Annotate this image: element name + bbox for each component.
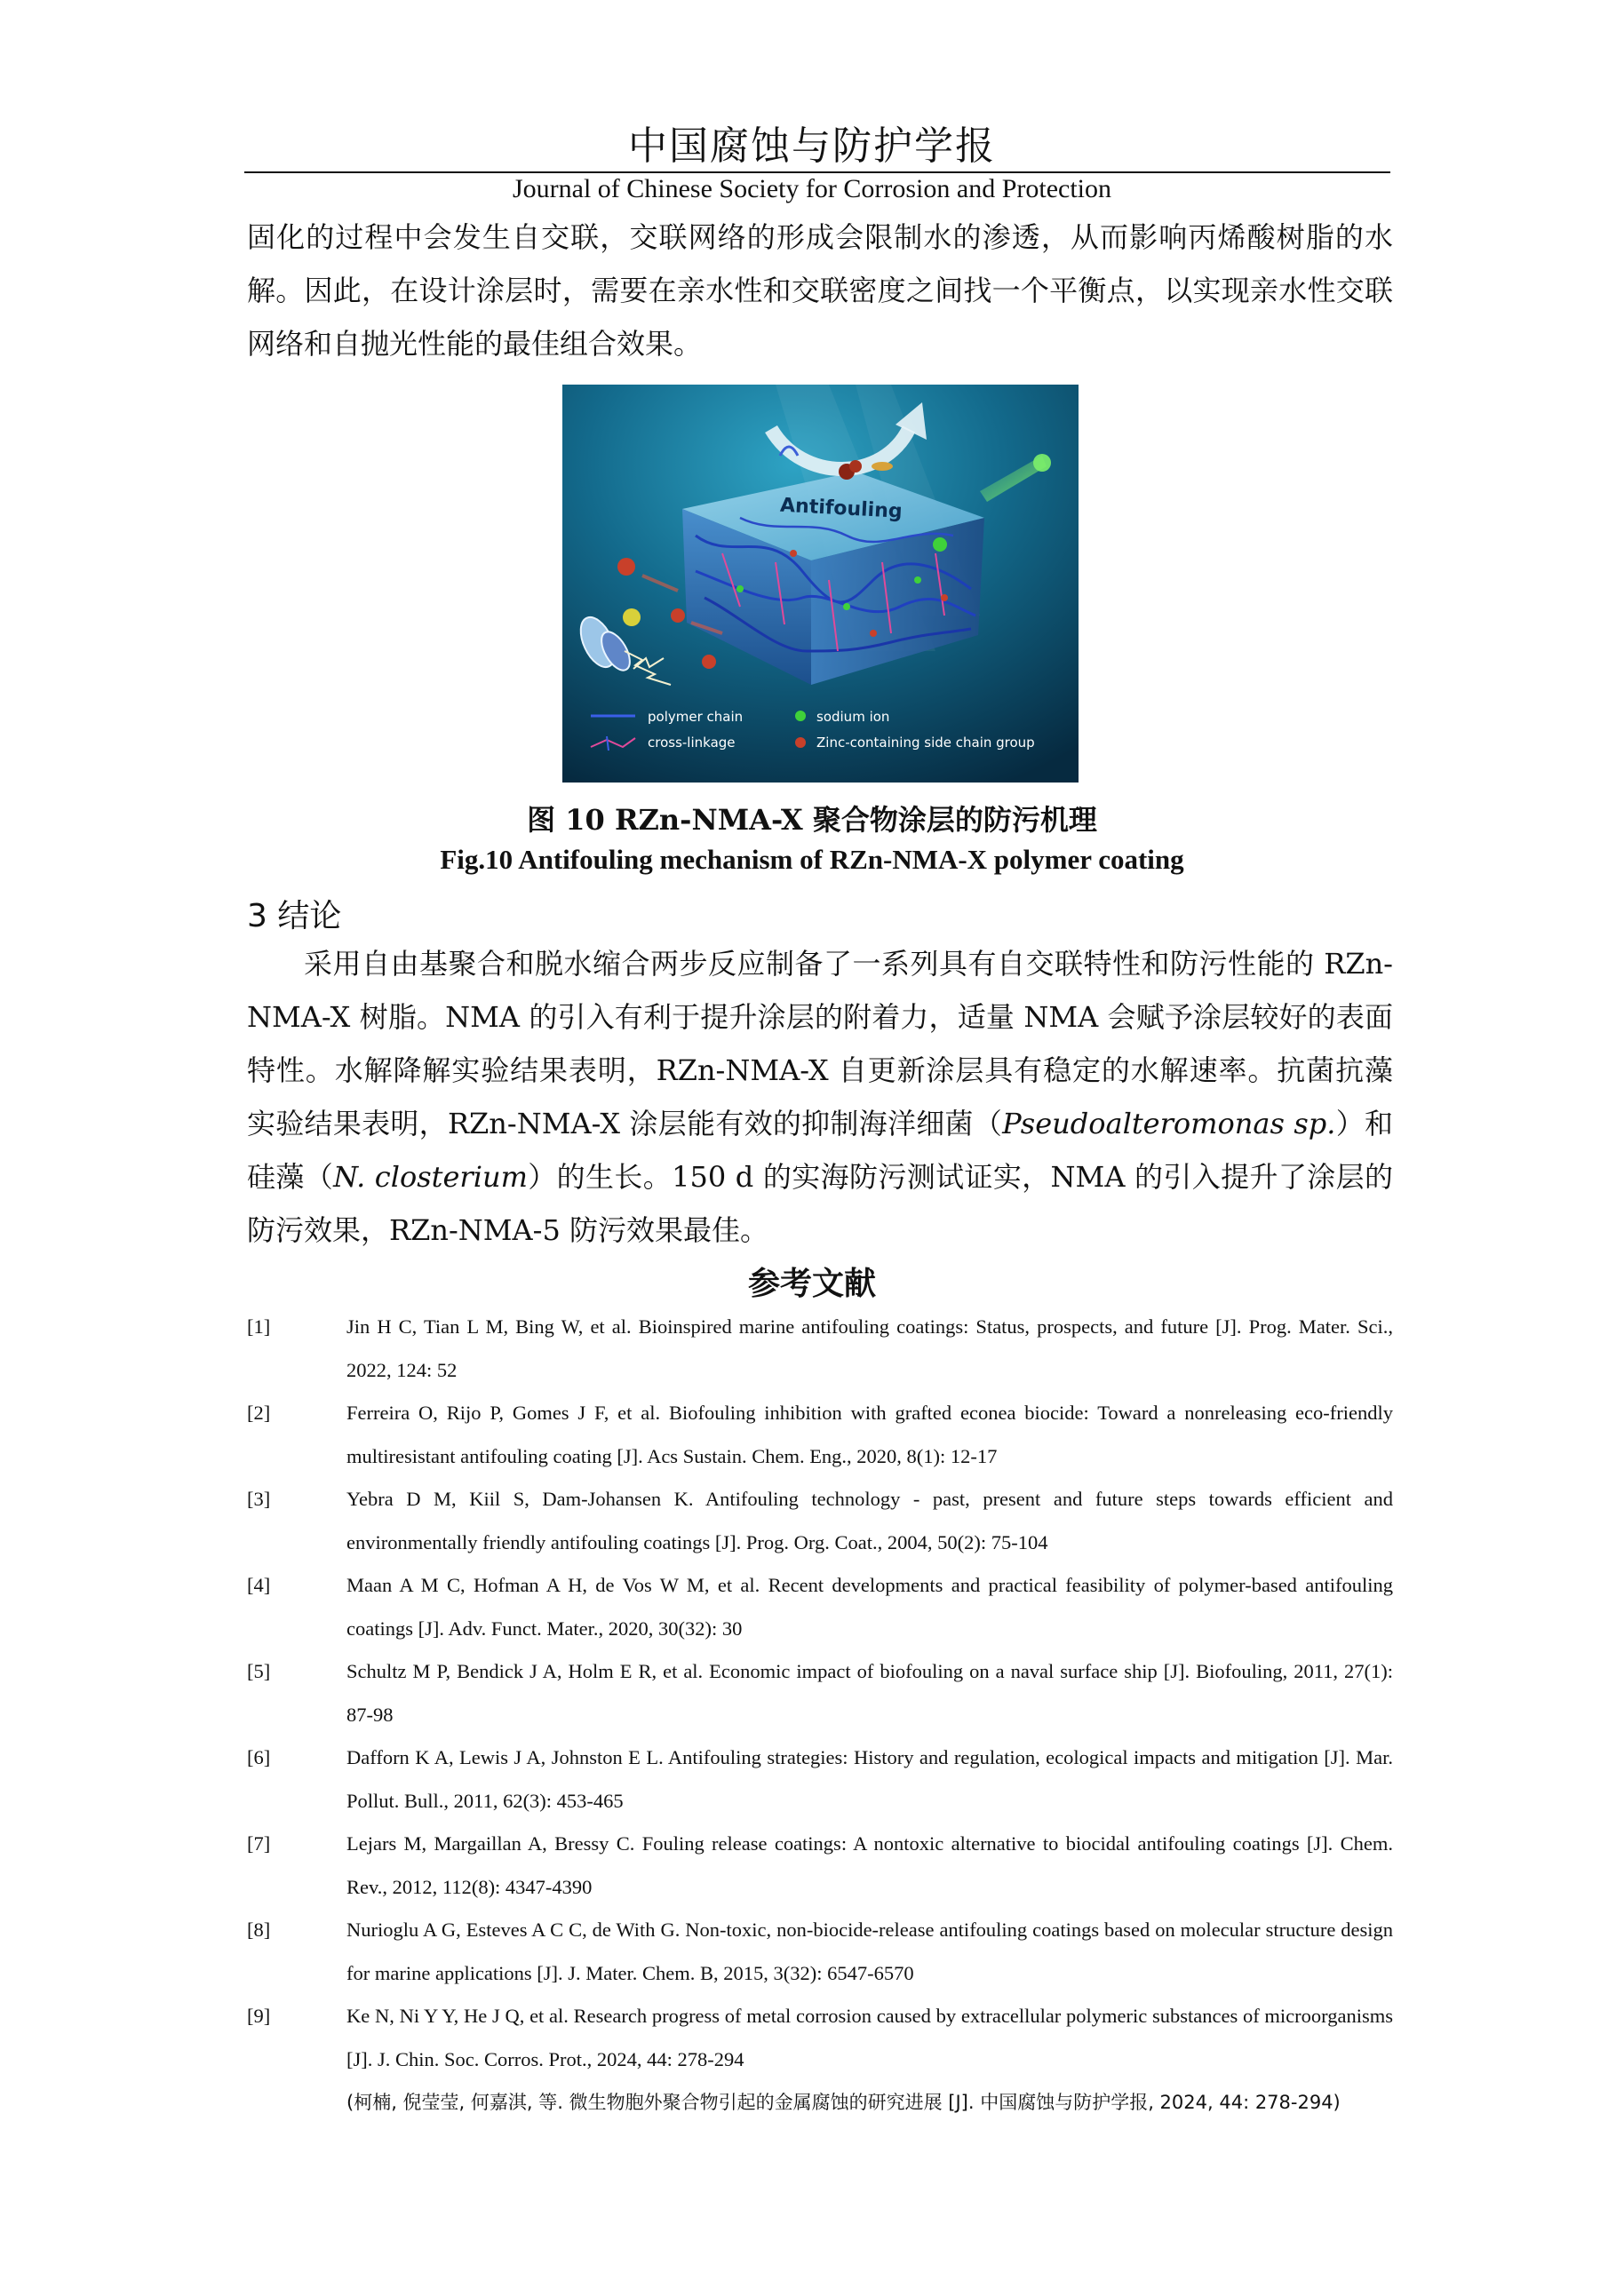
reference-9-chinese: (柯楠, 倪莹莹, 何嘉淇, 等. 微生物胞外聚合物引起的金属腐蚀的研究进展 [J]. 中国腐蚀与防护学报, 2024, 44: 278-294)	[346, 2092, 1341, 2113]
reference-item	[247, 1392, 1393, 1478]
reference-number: [2]	[247, 1402, 271, 1424]
antifouling-label: Antifouling	[779, 494, 904, 523]
reference-item	[247, 1306, 1393, 1392]
header-rule	[244, 171, 1390, 173]
reference-number: [5]	[247, 1660, 271, 1682]
reference-number: [9]	[247, 2005, 271, 2027]
legend-cross-linkage: cross-linkage	[648, 735, 736, 751]
intro-paragraph-text: 固化的过程中会发生自交联，交联网络的形成会限制水的渗透，从而影响丙烯酸树脂的水解。因此，在设计涂层时，需要在亲水性和交联密度之间找一个平衡点，以实现亲水性交联网络和自抛光性能的最佳组合效果。	[247, 220, 1393, 361]
legend-sodium-ion: sodium ion	[816, 709, 890, 725]
section-heading-conclusion: 3 结论	[247, 898, 342, 934]
reference-number: [7]	[247, 1832, 271, 1855]
conclusion-text-2: ）和硅藻（	[247, 1107, 1393, 1194]
journal-title-en: Journal of Chinese Society for Corrosion and Protection	[512, 174, 1112, 203]
reference-text: Ke N, Ni Y Y, He J Q, et al. Research progress of metal corrosion caused by extracellular polymeric substances of microorganisms [J]. J. Chin. Soc. Corros. Prot., 2024, 44: 278-294	[346, 2005, 1393, 2070]
figure-caption-en: Fig.10 Antifouling mechanism of RZn-NMA-X polymer coating	[440, 844, 1184, 875]
intro-paragraph	[247, 211, 1393, 370]
legend-sodium-swatch	[795, 711, 806, 721]
reference-item	[247, 1650, 1393, 1736]
reference-item	[247, 1736, 1393, 1823]
journal-title-zh: 中国腐蚀与防护学报	[628, 123, 996, 169]
reference-text: Dafforn K A, Lewis J A, Johnston E L. Antifouling strategies: History and regulation, ecological impacts and mitigation [J]. Mar. Pollut. Bull., 2011, 62(3): 453-465	[346, 1746, 1393, 1812]
reference-text: Maan A M C, Hofman A H, de Vos W M, et al. Recent developments and practical feasibility of polymer-based antifouling coatings [J]. Adv. Funct. Mater., 2020, 30(32): 30	[346, 1574, 1393, 1640]
reference-number: [6]	[247, 1746, 271, 1768]
conclusion-text-3: ）的生长。150 d 的实海防污测试证实，NMA 的引入提升了涂层的防污效果，RZn-NMA-5 防污效果最佳。	[247, 1160, 1393, 1247]
legend-zinc-swatch	[795, 737, 806, 748]
conclusion-paragraph	[247, 937, 1393, 1257]
reference-number: [4]	[247, 1574, 271, 1596]
figure-10-antifouling-illustration	[562, 385, 1079, 783]
legend-polymer-chain: polymer chain	[648, 709, 744, 725]
references-heading: 参考文献	[747, 1266, 876, 1302]
reference-text: Lejars M, Margaillan A, Bressy C. Fouling release coatings: A nontoxic alternative to biocidal antifouling coatings [J]. Chem. Rev., 2012, 112(8): 4347-4390	[346, 1832, 1393, 1898]
conclusion-species-1: Pseudoalteromonas sp.	[1002, 1107, 1336, 1140]
reference-number: [1]	[247, 1315, 271, 1338]
reference-text: Nurioglu A G, Esteves A C C, de With G. Non-toxic, non-biocide-release antifouling coatings based on molecular structure design for marine applications [J]. J. Mater. Chem. B, 2015, 3(32): 6547-6570	[346, 1919, 1393, 1984]
reference-text: Jin H C, Tian L M, Bing W, et al. Bioinspired marine antifouling coatings: Status, prospects, and future [J]. Prog. Mater. Sci., 2022, 124: 52	[346, 1315, 1393, 1381]
reference-number: [8]	[247, 1919, 271, 1941]
reference-text: Schultz M P, Bendick J A, Holm E R, et al. Economic impact of biofouling on a naval surface ship [J]. Biofouling, 2011, 27(1): 87-98	[346, 1660, 1393, 1726]
reference-text: Yebra D M, Kiil S, Dam-Johansen K. Antifouling technology - past, present and future steps towards efficient and environmentally friendly antifouling coatings [J]. Prog. Org. Coat., 2004, 50(2): 75-104	[346, 1488, 1393, 1553]
reference-text: Ferreira O, Rijo P, Gomes J F, et al. Biofouling inhibition with grafted econea biocide: Toward a nonreleasing eco-friendly multiresistant antifouling coating [J]. Acs Sustain. Chem. Eng., 2020, 8(1): 12-17	[346, 1402, 1393, 1467]
figure-caption-zh: 图 10 RZn-NMA-X 聚合物涂层的防污机理	[527, 803, 1097, 837]
reference-list	[247, 1306, 1393, 2124]
reference-item	[247, 1823, 1393, 1909]
reference-item	[247, 1995, 1393, 2081]
reference-item	[247, 1564, 1393, 1650]
conclusion-text-1: 采用自由基聚合和脱水缩合两步反应制备了一系列具有自交联特性和防污性能的 RZn-NMA-X 树脂。NMA 的引入有利于提升涂层的附着力，适量 NMA 会赋予涂层较好的表面特性。水解降解实验结果表明，RZn-NMA-X 自更新涂层具有稳定的水解速率。抗菌抗藻实验结果表明，RZn-NMA-X 涂层能有效的抑制海洋细菌（	[247, 947, 1393, 1140]
reference-item	[247, 1478, 1393, 1564]
legend-zinc-group: Zinc-containing side chain group	[816, 735, 1035, 751]
reference-number: [3]	[247, 1488, 271, 1510]
conclusion-species-2: N. closterium	[333, 1160, 528, 1194]
reference-item	[247, 1909, 1393, 1995]
